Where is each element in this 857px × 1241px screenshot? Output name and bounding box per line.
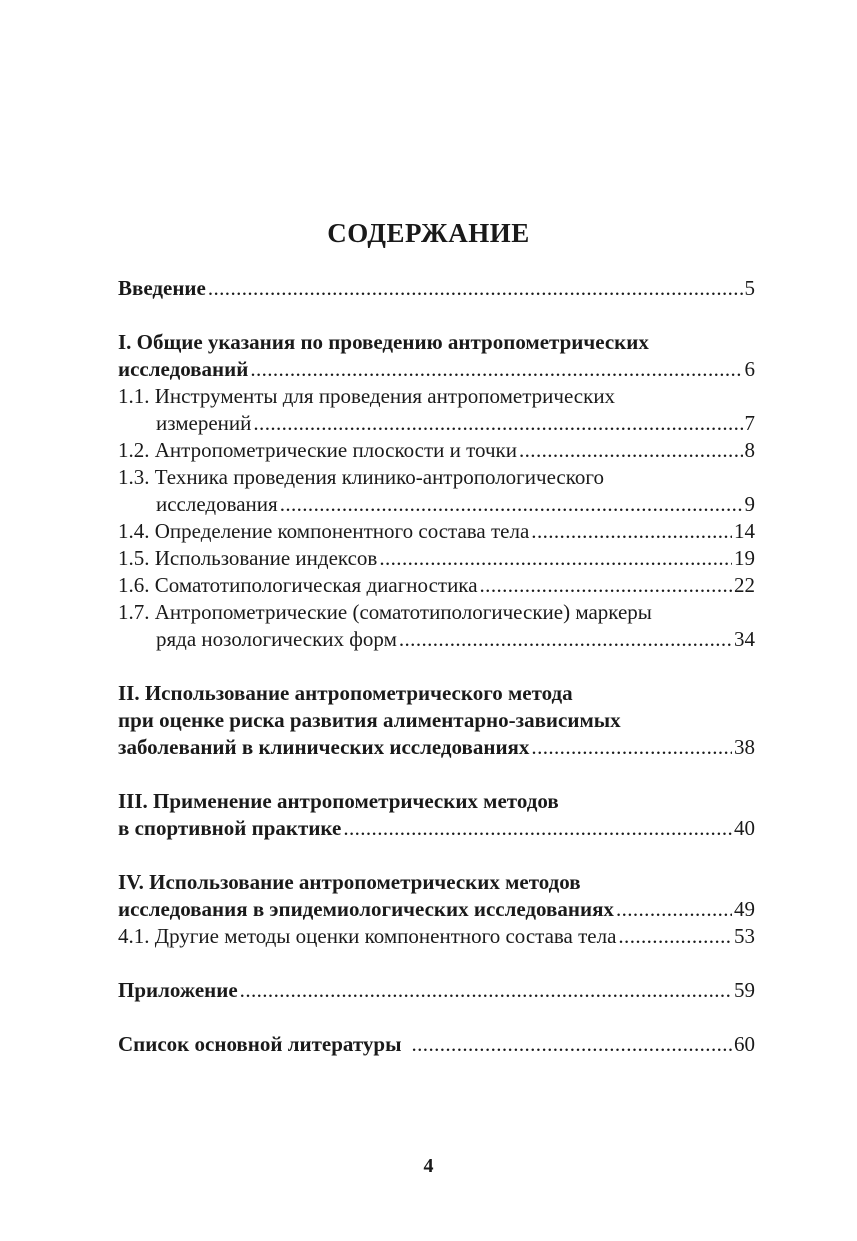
- toc-entry-1-2[interactable]: [118, 437, 755, 464]
- toc-entry-label: 1.7. Антропометрические (соматотипологические) маркеры: [118, 600, 652, 624]
- toc-page-number: 49: [734, 897, 755, 921]
- toc-entry-label-cont: в спортивной практике: [118, 816, 342, 840]
- toc-entry-label-cont: исследования в эпидемиологических исследованиях: [118, 897, 614, 921]
- toc-page-number: 6: [744, 357, 755, 381]
- dot-leader: [343, 815, 732, 842]
- dot-leader: [379, 545, 732, 572]
- toc-entry-chapter-2[interactable]: [118, 680, 755, 761]
- page-number: 4: [423, 1155, 434, 1177]
- dot-leader: [618, 923, 732, 950]
- toc-entry-label-cont: исследований: [118, 357, 249, 381]
- dot-leader: [480, 572, 732, 599]
- toc-entry-intro[interactable]: [118, 275, 755, 302]
- toc-entry-chapter-1[interactable]: [118, 329, 755, 383]
- dot-leader: [208, 275, 743, 302]
- dot-leader: [519, 437, 743, 464]
- toc-entry-1-3[interactable]: [118, 464, 755, 518]
- dot-leader: [616, 896, 732, 923]
- toc-page-number: 5: [744, 276, 755, 300]
- toc-page-number: 34: [734, 627, 755, 651]
- toc-page-number: 22: [734, 573, 755, 597]
- dot-leader: [253, 410, 742, 437]
- dot-leader: [531, 518, 732, 545]
- toc-page-number: 9: [744, 492, 755, 516]
- toc-entry-label: IV. Использование антропометрических методов: [118, 870, 581, 894]
- toc-page-number: 40: [734, 816, 755, 840]
- toc-entry-label: 1.2. Антропометрические плоскости и точки: [118, 438, 517, 462]
- toc-entry-label-cont: ряда нозологических форм: [156, 627, 397, 651]
- toc-page-number: 38: [734, 735, 755, 759]
- dot-leader: [399, 626, 732, 653]
- toc-entry-chapter-3[interactable]: [118, 788, 755, 842]
- page-title: СОДЕРЖАНИЕ: [327, 218, 530, 248]
- toc-entry-1-6[interactable]: [118, 572, 755, 599]
- toc-entry-label: Приложение: [118, 978, 238, 1002]
- table-of-contents: [118, 275, 755, 1058]
- toc-entry-label: I. Общие указания по проведению антропометрических: [118, 330, 649, 354]
- toc-page-number: 59: [734, 978, 755, 1002]
- toc-entry-label-cont: измерений: [156, 411, 252, 435]
- toc-entry-1-4[interactable]: [118, 518, 755, 545]
- toc-page-number: 7: [744, 411, 755, 435]
- dot-leader: [531, 734, 732, 761]
- toc-entry-label: 1.4. Определение компонентного состава тела: [118, 519, 530, 543]
- toc-page-number: 60: [734, 1032, 755, 1056]
- toc-entry-label-cont: при оценке риска развития алиментарно-зависимых: [118, 708, 621, 732]
- toc-entry-label: 1.1. Инструменты для проведения антропометрических: [118, 384, 616, 408]
- toc-entry-4-1[interactable]: [118, 923, 755, 950]
- toc-entry-1-1[interactable]: [118, 383, 755, 437]
- toc-page-number: 8: [744, 438, 755, 462]
- toc-entry-1-5[interactable]: [118, 545, 755, 572]
- toc-entry-references[interactable]: [118, 1031, 755, 1058]
- dot-leader: [280, 491, 743, 518]
- toc-entry-label: II. Использование антропометрического метода: [118, 681, 573, 705]
- toc-entry-label: III. Применение антропометрических методов: [118, 789, 559, 813]
- toc-page-number: 53: [734, 924, 755, 948]
- toc-entry-label: Введение: [118, 276, 206, 300]
- toc-entry-chapter-4[interactable]: [118, 869, 755, 923]
- toc-entry-label: 1.5. Использование индексов: [118, 546, 378, 570]
- toc-entry-label: 4.1. Другие методы оценки компонентного состава тела: [118, 924, 617, 948]
- toc-entry-label-cont: исследования: [156, 492, 278, 516]
- dot-leader: [412, 1031, 733, 1058]
- toc-page-number: 19: [734, 546, 755, 570]
- toc-entry-appendix[interactable]: [118, 977, 755, 1004]
- dot-leader: [250, 356, 742, 383]
- toc-entry-label-cont: заболеваний в клинических исследованиях: [118, 735, 530, 759]
- toc-entry-label: 1.6. Соматотипологическая диагностика: [118, 573, 478, 597]
- toc-page-number: 14: [734, 519, 755, 543]
- toc-entry-label: 1.3. Техника проведения клинико-антропологического: [118, 465, 604, 489]
- toc-entry-label: Список основной литературы: [118, 1032, 402, 1056]
- toc-entry-1-7[interactable]: [118, 599, 755, 653]
- dot-leader: [240, 977, 732, 1004]
